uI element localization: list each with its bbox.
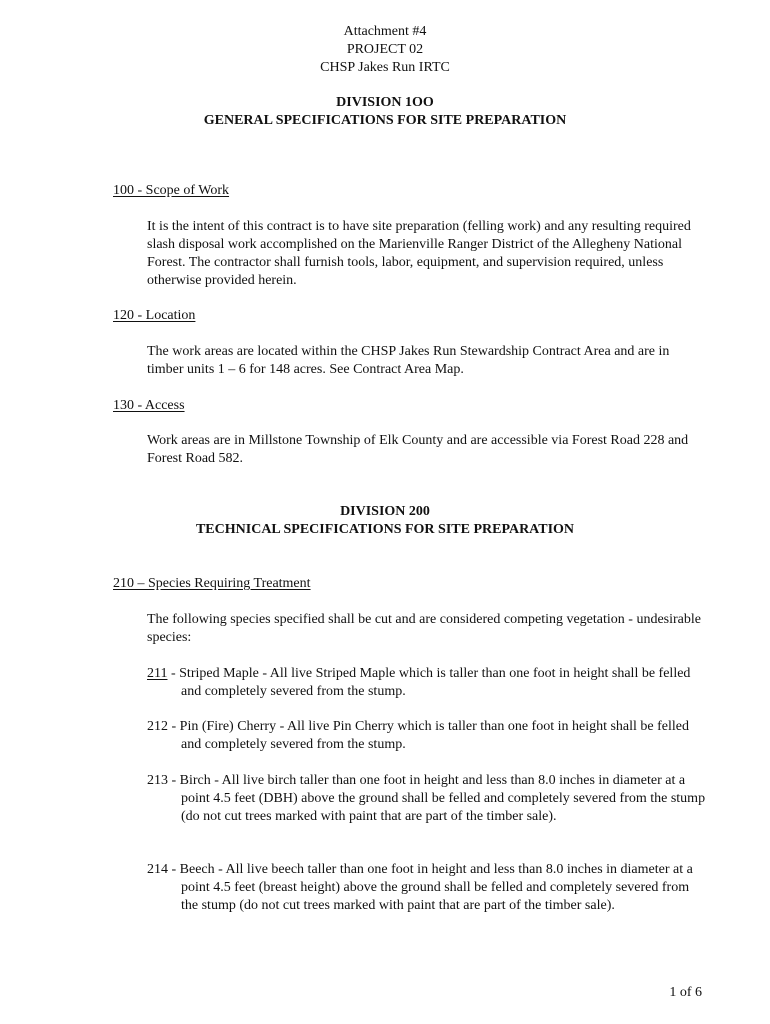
list-item-214: [147, 861, 707, 915]
section-title-scope: 100 - Scope of Work: [113, 183, 230, 198]
section-title-species: 210 – Species Requiring Treatment: [113, 576, 311, 591]
division-200-subtitle: TECHNICAL SPECIFICATIONS FOR SITE PREPARATION: [195, 522, 575, 537]
item-number: 212: [147, 719, 168, 734]
item-number: 213: [147, 773, 168, 788]
page-number: 1 of 6: [669, 985, 702, 1000]
section-title-access: 130 - Access: [113, 398, 185, 413]
item-text: - Birch - All live birch taller than one foot in height and less than 8.0 inches in diameter at a point 4.5 feet (DBH) above the ground shall be felled and completely severed from the stump (do not cut trees marked with paint that are part of the timber sale).: [168, 773, 706, 824]
division-100-title: DIVISION 1OO: [336, 95, 434, 110]
item-text: - Striped Maple - All live Striped Maple which is taller than one foot in height shall be felled and completely severed from the stump.: [167, 666, 691, 699]
section-body-location: The work areas are located within the CHSP Jakes Run Stewardship Contract Area and are in timber units 1 – 6 for 148 acres. See Contract Area Map.: [147, 344, 670, 377]
item-text: - Pin (Fire) Cherry - All live Pin Cherry which is taller than one foot in height shall be felled and completely severed from the stump.: [168, 719, 690, 752]
item-text: - Beech - All live beech taller than one foot in height and less than 8.0 inches in diameter at a point 4.5 feet (breast height) above the ground shall be felled and completely severed from the stump (do not cut trees marked with paint that are part of the timber sale).: [168, 862, 693, 913]
list-item-213: [147, 772, 707, 826]
section-body-access: Work areas are in Millstone Township of Elk County and are accessible via Forest Road 228 and Forest Road 582.: [147, 433, 689, 466]
item-number: 214: [147, 862, 168, 877]
document-header: [0, 23, 770, 77]
division-200-heading: [0, 503, 770, 539]
list-item-211: [147, 665, 707, 701]
division-100-heading: [0, 94, 770, 130]
attachment-label: Attachment #4: [343, 24, 427, 39]
section-intro-species: The following species specified shall be cut and are considered competing vegetation - undesirable species:: [147, 612, 701, 645]
list-item-212: [147, 718, 707, 754]
section-title-location: 120 - Location: [113, 308, 196, 323]
division-200-title: DIVISION 200: [340, 504, 430, 519]
project-name: CHSP Jakes Run IRTC: [320, 60, 450, 75]
project-label: PROJECT 02: [346, 42, 424, 57]
section-body-scope: It is the intent of this contract is to have site preparation (felling work) and any resulting required slash disposal work accomplished on the Marienville Ranger District of the Allegheny National Forest. The contractor shall furnish tools, labor, equipment, and supervision required, unless otherwise provided herein.: [147, 219, 691, 288]
division-100-subtitle: GENERAL SPECIFICATIONS FOR SITE PREPARATION: [203, 113, 567, 128]
item-number: 211: [147, 666, 168, 681]
